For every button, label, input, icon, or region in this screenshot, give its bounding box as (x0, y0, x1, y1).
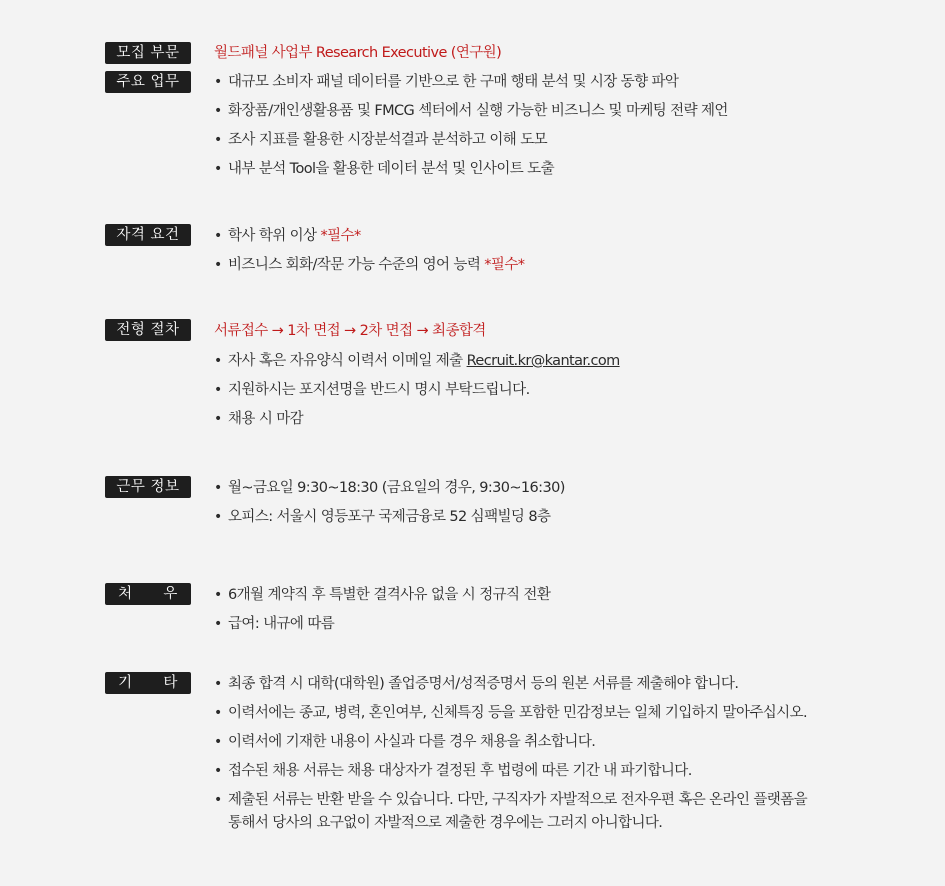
benefit-item: • 6개월 계약직 후 특별한 결격사유 없을 시 정규직 전환 (214, 584, 550, 606)
bullet-icon: • (214, 228, 222, 244)
label-recruit: 모집 부문 (105, 42, 191, 64)
recruit-title: 월드패널 사업부 Research Executive (연구원) (214, 45, 502, 61)
bullet-icon: • (214, 132, 222, 148)
bullet-icon: • (214, 353, 222, 369)
label-qualifications: 자격 요건 (105, 224, 191, 246)
bullet-icon: • (214, 763, 222, 779)
bullet-icon: • (214, 587, 222, 603)
label-process: 전형 절차 (105, 319, 191, 341)
qualification-item: • 학사 학위 이상 *필수* (214, 225, 361, 247)
duty-item: • 조사 지표를 활용한 시장분석결과 분석하고 이해 도모 (214, 129, 547, 151)
label-duties: 주요 업무 (105, 71, 191, 93)
bullet-icon: • (214, 705, 222, 721)
bullet-icon: • (214, 480, 222, 496)
label-benefits: 처 우 (105, 583, 191, 605)
bullet-icon: • (214, 509, 222, 525)
process-item: • 지원하시는 포지션명을 반드시 명시 부탁드립니다. (214, 379, 530, 401)
bullet-icon: • (214, 734, 222, 750)
benefit-item: • 급여: 내규에 따름 (214, 613, 334, 635)
label-etc: 기 타 (105, 672, 191, 694)
duty-item: • 화장품/개인생활용품 및 FMCG 섹터에서 실행 가능한 비즈니스 및 마케팅 전략 제언 (214, 100, 728, 122)
duty-item: • 대규모 소비자 패널 데이터를 기반으로 한 구매 행태 분석 및 시장 동향 파악 (214, 71, 678, 93)
required-mark: *필수* (320, 228, 361, 244)
bullet-icon: • (214, 676, 222, 692)
etc-item: • 최종 합격 시 대학(대학원) 졸업증명서/성적증명서 등의 원본 서류를 제출해야 합니다. (214, 673, 738, 695)
label-work: 근무 정보 (105, 476, 191, 498)
process-item: • 자사 혹은 자유양식 이력서 이메일 제출 Recruit.kr@kantar.com (214, 350, 620, 372)
bullet-icon: • (214, 161, 222, 177)
qualification-item: • 비즈니스 회화/작문 가능 수준의 영어 능력 *필수* (214, 254, 524, 276)
bullet-icon: • (214, 103, 222, 119)
bullet-icon: • (214, 411, 222, 427)
required-mark: *필수* (484, 257, 525, 273)
bullet-icon: • (214, 74, 222, 90)
work-item: • 오피스: 서울시 영등포구 국제금융로 52 심팩빌딩 8층 (214, 506, 550, 528)
etc-item: • 접수된 채용 서류는 채용 대상자가 결정된 후 법령에 따른 기간 내 파기합니다. (214, 760, 692, 782)
bullet-icon: • (214, 257, 222, 273)
process-item: • 채용 시 마감 (214, 408, 303, 430)
bullet-icon: • (214, 616, 222, 632)
duty-item: • 내부 분석 Tool을 활용한 데이터 분석 및 인사이트 도출 (214, 158, 554, 180)
email-link[interactable]: Recruit.kr@kantar.com (466, 353, 620, 369)
bullet-icon: • (214, 382, 222, 398)
etc-item: • 제출된 서류는 반환 받을 수 있습니다. 다만, 구직자가 자발적으로 전자우편 혹은 온라인 플랫폼을 (214, 789, 807, 811)
bullet-icon: • (214, 792, 222, 808)
etc-item-continuation: 통해서 당사의 요구없이 자발적으로 제출한 경우에는 그러지 아니합니다. (228, 815, 663, 831)
etc-item: • 이력서에는 종교, 병력, 혼인여부, 신체특징 등을 포함한 민감정보는 일체 기입하지 말아주십시오. (214, 702, 807, 724)
process-flow: 서류접수 → 1차 면접 → 2차 면접 → 최종합격 (214, 323, 486, 339)
etc-item: • 이력서에 기재한 내용이 사실과 다를 경우 채용을 취소합니다. (214, 731, 595, 753)
work-item: • 월~금요일 9:30~18:30 (금요일의 경우, 9:30~16:30) (214, 477, 565, 499)
